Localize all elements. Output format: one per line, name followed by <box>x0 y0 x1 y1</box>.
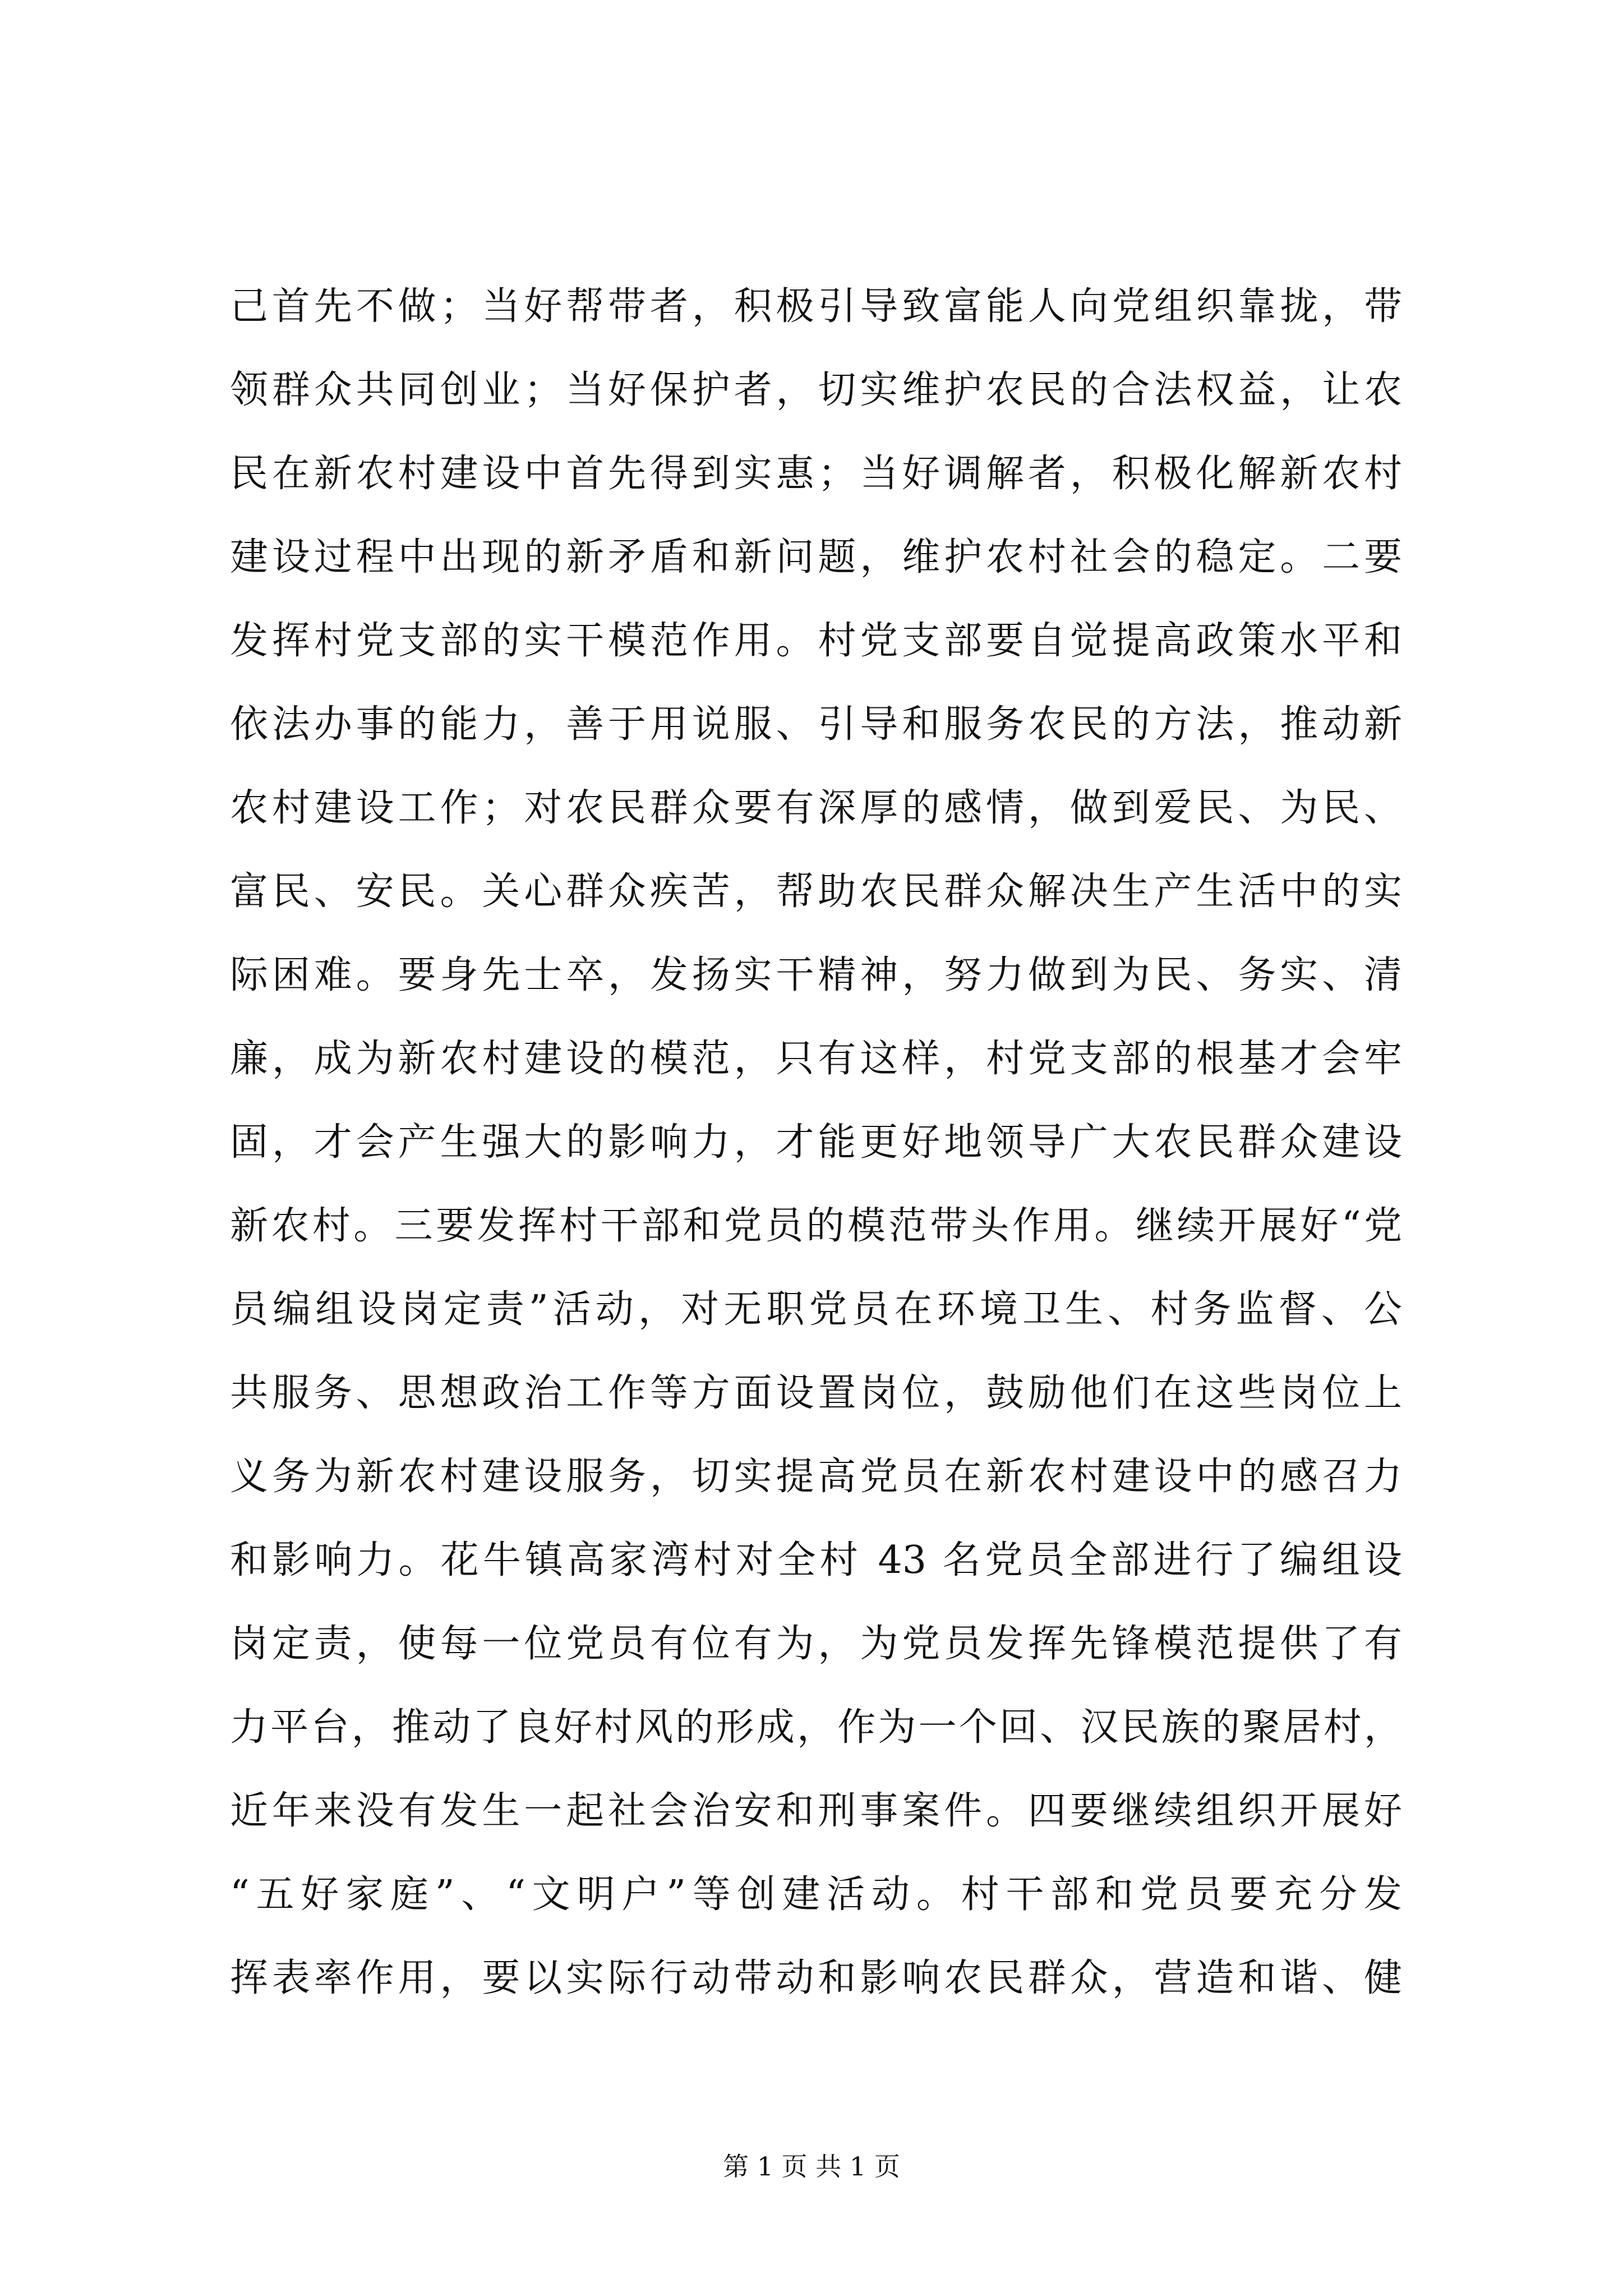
text-line: 固，才会产生强大的影响力，才能更好地领导广大农民群众建设 <box>230 1120 1402 1165</box>
text-line: 富民、安民。关心群众疾苦，帮助农民群众解决生产生活中的实 <box>230 869 1402 914</box>
text-line: 建设过程中出现的新矛盾和新问题，维护农村社会的稳定。二要 <box>230 535 1402 579</box>
text-line: 挥表率作用，要以实际行动带动和影响农民群众，营造和谐、健 <box>230 1956 1402 2000</box>
text-line: 近年来没有发生一起社会治安和刑事案件。四要继续组织开展好 <box>230 1789 1402 1833</box>
text-line: 义务为新农村建设服务，切实提高党员在新农村建设中的感召力 <box>230 1455 1402 1499</box>
text-line: 际困难。要身先士卒，发扬实干精神，努力做到为民、务实、清 <box>230 953 1402 997</box>
text-line: 和影响力。花牛镇高家湾村对全村 43 名党员全部进行了编组设 <box>230 1538 1402 1582</box>
text-line: 己首先不做；当好帮带者，积极引导致富能人向党组织靠拢，带 <box>230 284 1402 329</box>
body-paragraph <box>230 265 1402 2020</box>
page-footer <box>0 2150 1623 2183</box>
text-line: 力平台，推动了良好村风的形成，作为一个回、汉民族的聚居村， <box>230 1705 1402 1750</box>
text-line: “五好家庭”、“文明户”等创建活动。村干部和党员要充分发 <box>230 1872 1402 1917</box>
text-line: 共服务、思想政治工作等方面设置岗位，鼓励他们在这些岗位上 <box>230 1371 1402 1415</box>
text-line: 岗定责，使每一位党员有位有为，为党员发挥先锋模范提供了有 <box>230 1622 1402 1666</box>
text-line: 领群众共同创业；当好保护者，切实维护农民的合法权益，让农 <box>230 368 1402 412</box>
text-line: 依法办事的能力，善于用说服、引导和服务农民的方法，推动新 <box>230 702 1402 747</box>
page-number-label: 第 1 页 共 1 页 <box>723 2151 900 2182</box>
text-line: 廉，成为新农村建设的模范，只有这样，村党支部的根基才会牢 <box>230 1037 1402 1081</box>
text-line: 员编组设岗定责”活动，对无职党员在环境卫生、村务监督、公 <box>230 1287 1402 1332</box>
text-line: 民在新农村建设中首先得到实惠；当好调解者，积极化解新农村 <box>230 452 1402 496</box>
text-line: 发挥村党支部的实干模范作用。村党支部要自觉提高政策水平和 <box>230 619 1402 663</box>
text-line: 新农村。三要发挥村干部和党员的模范带头作用。继续开展好“党 <box>230 1204 1402 1248</box>
text-line: 农村建设工作；对农民群众要有深厚的感情，做到爱民、为民、 <box>230 786 1402 830</box>
